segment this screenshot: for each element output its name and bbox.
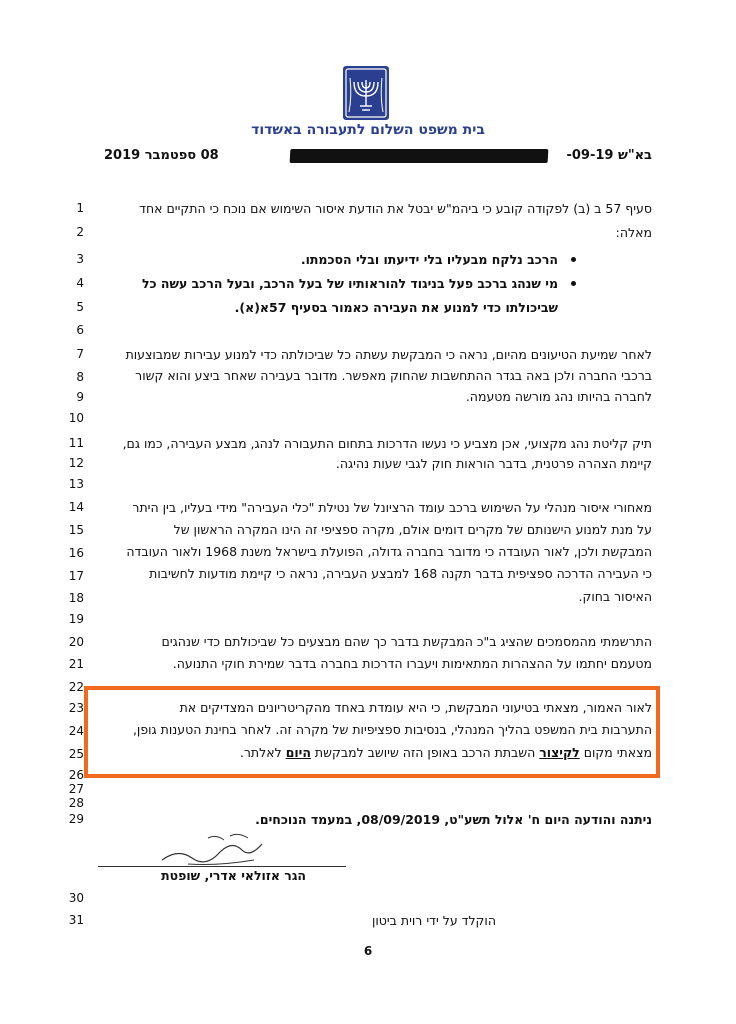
line-number: 13 xyxy=(68,477,84,491)
line-number: 19 xyxy=(68,612,84,626)
document-date: 08 ספטמבר 2019 xyxy=(104,148,219,163)
line-number: 15 xyxy=(68,523,84,537)
text-line: על מנת למנוע הישנותם של מקרים דומים אולם, מקרה ספציפי זה הינו המקרה הראשון של xyxy=(173,522,652,537)
text-line: מי שנהג ברכב פעל בניגוד להוראותיו של בעל הרכב, ובעל הרכב עשה כל xyxy=(141,276,558,291)
line-number: 5 xyxy=(76,300,84,314)
line-number: 2 xyxy=(76,225,84,239)
signature-line xyxy=(98,866,346,867)
line-number: 20 xyxy=(68,635,84,649)
line-number: 24 xyxy=(68,724,84,738)
text-line: קיימת הצהרה פרטנית, בדבר הוראות חוק לגבי שעות נהיגה. xyxy=(335,456,652,471)
line-number: 21 xyxy=(68,657,84,671)
line-number: 31 xyxy=(68,913,84,927)
page-number: 6 xyxy=(363,944,373,958)
line-number: 16 xyxy=(68,546,84,560)
text-line: התרשמתי מהמסמכים שהציג ב"כ המבקשת בדבר כך שהם מבצעים כל שביכולתם כדי שנהגים xyxy=(161,634,652,649)
line-number: 4 xyxy=(76,276,84,290)
line-number: 30 xyxy=(68,891,84,905)
handwritten-signature xyxy=(158,830,268,870)
text-line: האיסור בחוק. xyxy=(578,589,652,604)
line-number: 6 xyxy=(76,323,84,337)
judge-name: הגר אזולאי אדרי, שופטת xyxy=(161,868,306,883)
ruling-date-line: ניתנה והודעה היום ח' אלול תשע"ט, 08/09/2019, במעמד הנוכחים. xyxy=(255,812,652,827)
line-number: 10 xyxy=(68,411,84,425)
line-number: 27 xyxy=(68,782,84,796)
text-line: לחברה בהיותו נהג מורשה מטעמה. xyxy=(465,389,652,404)
line-number: 29 xyxy=(68,812,84,826)
text-line: שביכולתו כדי למנוע את העבירה כאמור בסעיף 57א(א). xyxy=(234,300,558,315)
line-number: 23 xyxy=(68,701,84,715)
ruling-text: מצאתי מקום xyxy=(579,745,652,760)
text-line: מאחורי איסור מנהלי על השימוש ברכב עומד הרציונל של נטילת "כלי העבירה" מידי בעליו, בין היתר xyxy=(132,500,652,515)
line-number: 28 xyxy=(68,796,84,810)
typist-note: הוקלד על ידי רוית ביטון xyxy=(371,913,496,928)
state-emblem-icon xyxy=(343,66,389,120)
line-number: 14 xyxy=(68,500,84,514)
text-line-ruling xyxy=(52,745,652,760)
text-line: התערבות בית המשפט בהליך המנהלי, בנסיבות ספציפיות של מקרה זה. לאחר בחינת הטענות גופן, xyxy=(132,722,652,737)
line-number: 1 xyxy=(76,201,84,215)
line-number: 9 xyxy=(76,390,84,404)
ruling-emphasis: היום xyxy=(285,745,311,760)
line-number: 3 xyxy=(76,252,84,266)
text-line: מאלה: xyxy=(615,225,652,240)
bullet-icon xyxy=(566,253,576,263)
bullet-icon xyxy=(566,277,576,287)
text-line: מטעמם יחתמו על ההצהרות המתאימות ויעברו הדרכות בחברה בדבר שמירת חוקי התנועה. xyxy=(172,656,652,671)
text-line: כי העבירה הדרכה ספציפית בדבר תקנה 168 למבצע העבירה, נראה כי קיימת מודעות לחשיבות xyxy=(149,566,652,581)
line-number: 18 xyxy=(68,591,84,605)
line-number: 8 xyxy=(76,370,84,384)
line-number: 12 xyxy=(68,456,84,470)
text-line: תיק קליטת נהג מקצועי, אכן מצביע כי נעשו הדרכות בתחום התעבורה לנהג, מבצע העבירה, כמו גם, xyxy=(122,436,652,451)
case-number: בא"ש 09-19- xyxy=(566,148,652,163)
line-number: 25 xyxy=(68,747,84,761)
text-line: ברכבי החברה ולכן באה בגדר ההתחשבות שהחוק מאפשר. מדובר בעבירה שאחר ביצע והוא קשור xyxy=(135,368,652,383)
line-number: 17 xyxy=(68,569,84,583)
court-name: בית משפט השלום לתעבורה באשדוד xyxy=(251,122,485,138)
line-number: 22 xyxy=(68,680,84,694)
redaction-bar xyxy=(290,149,549,163)
ruling-emphasis: לקיצור xyxy=(539,745,580,760)
text-line: לאור האמור, מצאתי בטיעוני המבקשת, כי היא עומדת באחד מהקריטריונים המצדיקים את xyxy=(179,700,652,715)
text-line: המבקשת ולכן, לאור העובדה כי מדובר בחברה גדולה, הפועלת בישראל משנת 1968 ולאור העובדה xyxy=(126,544,652,559)
ruling-text: השבתת הרכב באופן הזה שיושב למבקשת xyxy=(310,745,540,760)
ruling-text: לאלתר. xyxy=(239,745,286,760)
text-line: הרכב נלקח מבעליו בלי ידיעתו ובלי הסכמתו. xyxy=(300,252,558,267)
text-line: סעיף 57 ב (ב) לפקודה קובע כי ביהמ"ש יבטל את הודעת איסור השימוש אם נוכח כי התקיים אחד xyxy=(139,201,652,216)
line-number: 26 xyxy=(68,768,84,782)
text-line: לאחר שמיעת הטיעונים מהיום, נראה כי המבקשת עשתה כל שביכולתה כדי למנוע עבירות שמבוצעות xyxy=(125,347,652,362)
line-number: 11 xyxy=(68,436,84,450)
line-number: 7 xyxy=(76,347,84,361)
